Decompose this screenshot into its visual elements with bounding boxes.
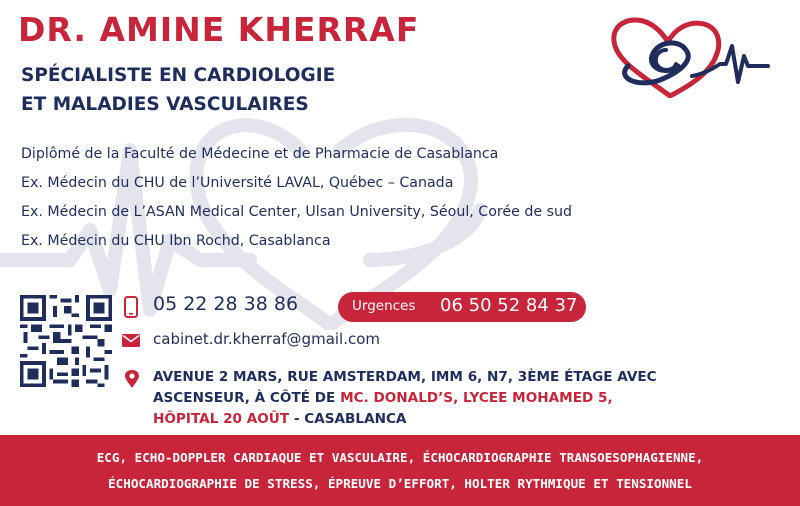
address-line-2-text: ASCENSEUR, À CÔTÉ DE [153, 390, 341, 406]
services-line-2: ÉCHOCARDIOGRAPHIE DE STRESS, ÉPREUVE D’EFFORT, HOLTER RYTHMIQUE ET TENSIONNEL [108, 476, 692, 491]
address-hospital: HÔPITAL 20 AOÛT [153, 411, 290, 427]
credential-item: Ex. Médecin du CHU Ibn Rochd, Casablanca [21, 233, 331, 249]
mail-icon [122, 334, 140, 347]
heart-stethoscope-logo-icon [608, 16, 778, 98]
credential-item: Ex. Médecin de L’ASAN Medical Center, Ulsan University, Séoul, Corée de sud [21, 204, 572, 220]
address-line-1: AVENUE 2 MARS, RUE AMSTERDAM, IMM 6, N7, 3ÈME ÉTAGE AVEC [153, 369, 657, 385]
phone-number[interactable]: 05 22 28 38 86 [153, 293, 299, 315]
phone-icon [124, 296, 138, 318]
qr-code-icon[interactable] [20, 295, 112, 387]
address-city: - CASABLANCA [289, 411, 407, 427]
credential-item: Ex. Médecin du CHU de l’Université LAVAL, Québec – Canada [21, 175, 454, 191]
credential-item: Diplômé de la Faculté de Médecine et de Pharmacie de Casablanca [21, 146, 499, 162]
urgent-phone-badge[interactable] [338, 292, 586, 322]
specialty-line-2: ET MALADIES VASCULAIRES [21, 94, 309, 115]
address-line-2 [153, 390, 613, 406]
address-line-3 [153, 411, 406, 427]
location-pin-icon [124, 369, 140, 389]
services-footer [0, 435, 800, 506]
doctor-name: DR. AMINE KHERRAF [18, 10, 420, 49]
services-line-1: ECG, ECHO-DOPPLER CARDIAQUE ET VASCULAIRE, ÉCHOCARDIOGRAPHIE TRANSOESOPHAGIENNE, [96, 450, 704, 465]
urgent-label: Urgences [352, 298, 416, 314]
urgent-phone-number[interactable]: 06 50 52 84 37 [440, 295, 578, 316]
email-address[interactable]: cabinet.dr.kherraf@gmail.com [153, 330, 381, 348]
specialty-line-1: SPÉCIALISTE EN CARDIOLOGIE [21, 65, 336, 86]
address-landmarks: MC. DONALD’S, LYCEE MOHAMED 5, [340, 390, 613, 406]
